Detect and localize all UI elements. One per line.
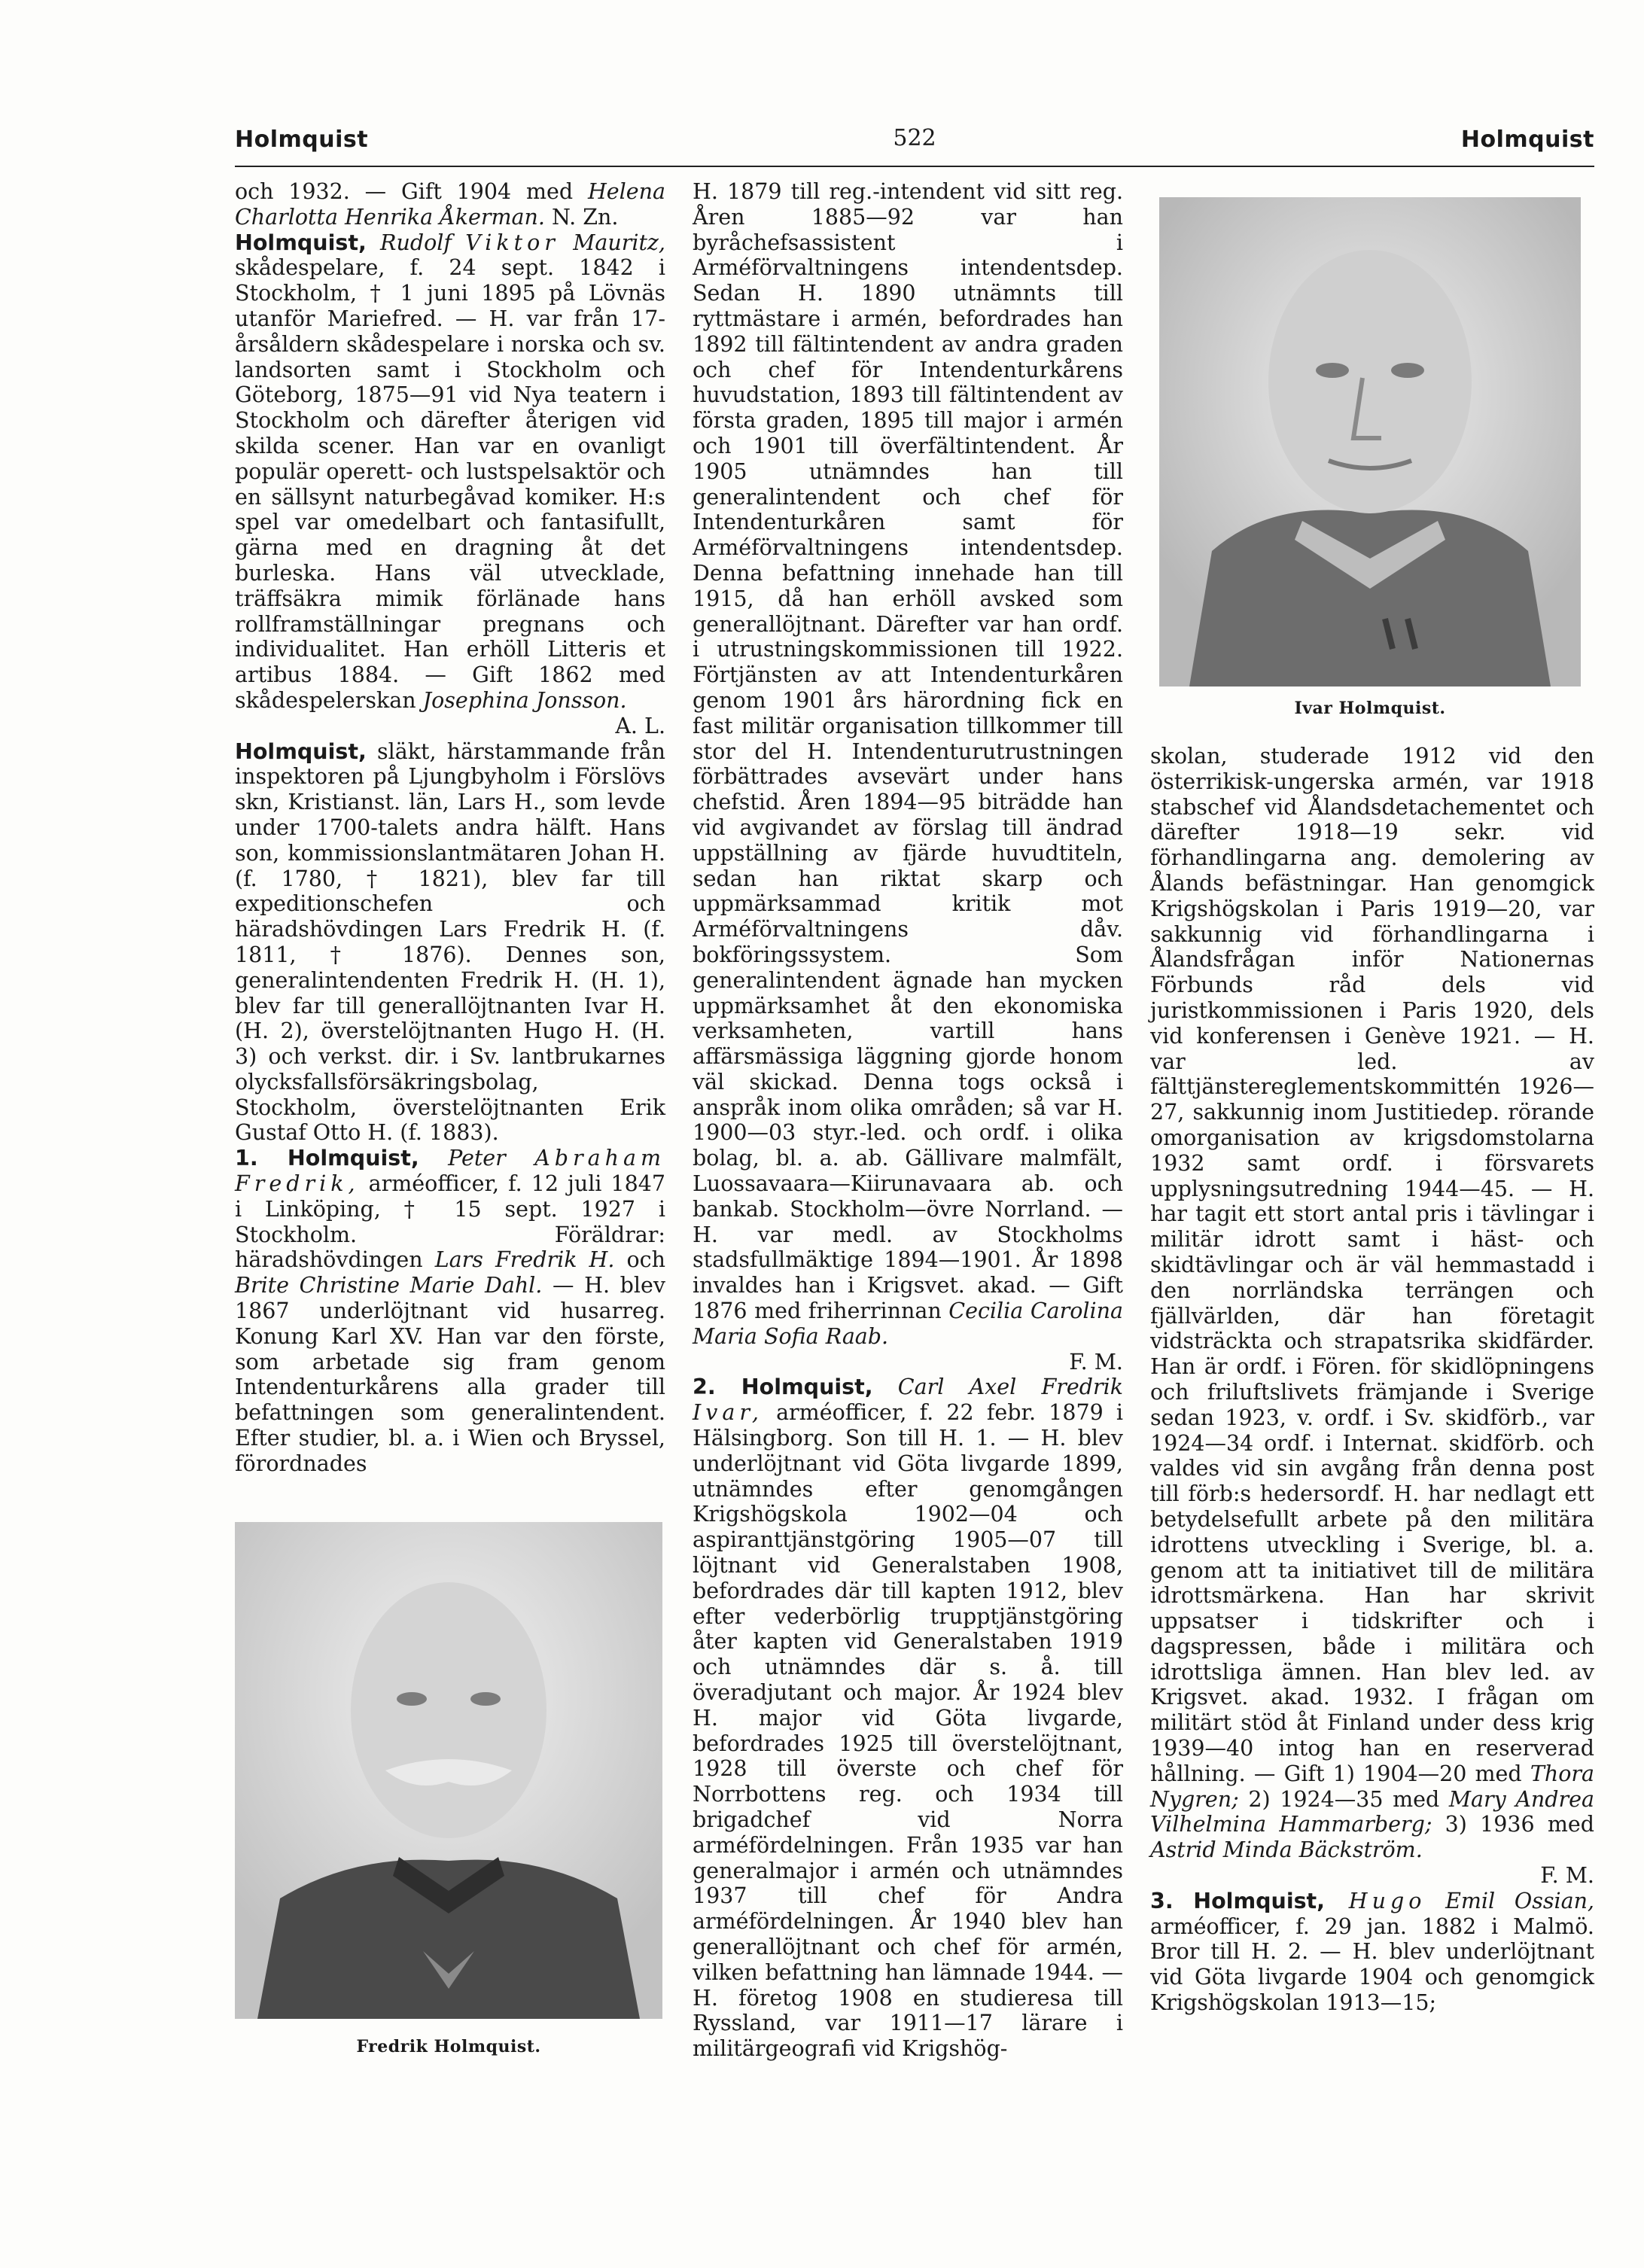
author-signature: F. M. [1069, 1349, 1123, 1374]
fredrik-portrait [235, 1522, 662, 2019]
author-signature: A. L. [615, 713, 665, 738]
headword: Holmquist, [235, 738, 367, 764]
header-right-title: Holmquist [1460, 126, 1594, 153]
column-1 [235, 179, 665, 1477]
column-2 [693, 179, 1123, 2062]
ivar-portrait [1159, 197, 1581, 686]
entry-ivar-continued: skolan, studerade 1912 vid den österrikisk-ungerska armén, var 1918 stabschef vid Ålandsdetachementet och därefter 1918—19 sekr. vid förhandlingarna ang. demolering av Ålands befästningar. Han genomgick Krigshögskolan i Paris 1919—20, var sakkunnig vid förhandlingarna i Ålandsfrågan inför Nationernas Förbunds råd dels vid juristkommissionen i Paris 1920, dels vid konferensen i Genève 1921. — H. var led. av fälttjänstereglementskommittén 1926—27, sakkunnig inom Justitiedep. rörande omorganisation av krigsdomstolarna 1932 samt ordf. i försvarets upplysningsutredning 1944—45. — H. har tagit ett stort antal pris i tävlingar i militär idrott samt i häst- och skidtävlingar och är väl hemmastadd i den norrländska terrängen och fjällvärlden, där han företagit vidsträckta och strapatsrika skidfärder. Han är ordf. i Fören. för skidlöpningens och friluftslivets främjande i Sverige sedan 1923, v. ordf. i Sv. skidförb., var 1924—34 ordf. i Internat. skidförb. och valdes vid sin avgång från denna post till förb:s hedersordf. H. har nedlagt ett betydelsefullt arbete på den militära idrottens utveckling i Sverige, bl. a. genom att ta initiativet till de militära idrottsmärkena. Han har skrivit uppsatser i tidskrifter och i dagspressen, både i militära och idrottsliga ämnen. Han blev led. av Krigsvet. akad. 1932. I frågan om militärt stöd åt Finland under dess krig 1939—40 intog han en reserverad hållning. — Gift 1) 1904—20 med Thora Nygren; 2) 1924—35 med Mary Andrea Vilhelmina Hammarberg; 3) 1936 med Astrid Minda Bäckström. F. M. [1150, 744, 1595, 1889]
header-left-title: Holmquist [235, 126, 369, 153]
ivar-portrait-illustration [1159, 197, 1581, 686]
entry-hugo: 3. Holmquist, Hugo Emil Ossian, arméofficer, f. 29 jan. 1882 i Malmö. Bror till H. 2. — H. blev underlöjtnant vid Göta livgarde 1904 och genomgick Krigshögskolan 1913—15; [1150, 1888, 1594, 2016]
column-3 [1150, 744, 1594, 2016]
entry-fredrik-continued: H. 1879 till reg.-intendent vid sitt reg. Åren 1885—92 var han byråchefsassistent i Arméförvaltningens intendentsdep. Sedan H. 1890 utnämnts till ryttmästare i armén, befordrades han 1892 till fältintendent av andra graden och chef för Intendenturkårens huvudstation, 1893 till fältintendent av första graden, 1895 till major i armén och 1901 till överfältintendent. År 1905 utnämndes han till generalintendent och chef för Intendenturkåren samt för Arméförvaltningens intendentsdep. Denna befattning innehade han till 1915, då han erhöll avsked som generallöjtnant. Därefter var han ordf. i utrustningskommissionen till 1922. Förtjänsten av att Intendenturkåren genom 1901 års härordning fick en fast militär organisation tillkommer till stor del H. Intendenturutrustningen förbättrades avsevärt under hans chefstid. Åren 1894—95 biträdde han vid avgivandet av förslag till ändrad uppställning av fjärde huvudtiteln, sedan han riktat skarp och uppmärksammad kritik mot Arméförvaltningens dåv. bokföringssystem. Som generalintendent ägnade han mycken uppmärksamhet åt den ekonomiska verksamheten, vartill hans affärsmässiga läggning gjorde honom väl skickad. Denna togs också i anspråk inom olika områden; så var H. 1900—03 styr.-led. och ordf. i olika bolag, bl. a. ab. Gällivare malmfält, Luossavaara—Kiirunavaara ab. och bankab. Stockholm—övre Norrland. — H. var medl. av Stockholms stadsfullmäktige 1894—1901. År 1898 invaldes han i Krigsvet. akad. — Gift 1876 med friherrinnan Cecilia Carolina Maria Sofia Raab. F. M. [693, 179, 1123, 1374]
entry-ivar: 2. Holmquist, Carl Axel Fredrik Ivar, arméofficer, f. 22 febr. 1879 i Hälsingborg. Son till H. 1. — H. blev underlöjtnant vid Göta livgarde 1899, utnämndes efter genomgången Krigshögskola 1902—04 och aspiranttjänstgöring 1905—07 till löjtnant vid Generalstaben 1908, befordrades där till kapten 1912, blev efter vederbörlig trupptjänstgöring åter kapten vid Generalstaben 1919 och utnämndes där s. å. till överadjutant och major. År 1924 blev H. major vid Göta livgarde, befordrades 1925 till överstelöjtnant, 1928 till överste och chef för Norrbottens reg. och 1934 till brigadchef vid Norra arméfördelningen. Från 1935 var han generalmajor i armén och utnämndes 1937 till chef för Andra arméfördelningen. År 1940 blev han generallöjtnant och chef för armén, vilken befattning han lämnade 1944. — H. företog 1908 en studieresa till Ryssland, var 1911—17 lärare i militärgeografi vid Krigshög- [693, 1374, 1123, 2062]
fredrik-portrait-caption: Fredrik Holmquist. [356, 2037, 541, 2056]
entry-fredrik: 1. Holmquist, Peter Abraham Fredrik, arméofficer, f. 12 juli 1847 i Linköping, † 15 sept. 1927 i Stockholm. Föräldrar: häradshövdingen Lars Fredrik H. och Brite Christine Marie Dahl. — H. blev 1867 underlöjtnant vid husarreg. Konung Karl XV. Han var den förste, som arbetade sig fram genom Intendenturkårens alla grader till befattningen som generalintendent. Efter studier, bl. a. i Wien och Bryssel, förordnades [235, 1146, 665, 1476]
fredrik-portrait-illustration [235, 1522, 662, 2019]
entry-rudolf-viktor: Holmquist, Rudolf Viktor Mauritz, skådespelare, f. 24 sept. 1842 i Stockholm, † 1 juni 1895 på Lövnäs utanför Mariefred. — H. var från 17-årsåldern skådespelare i norska och sv. landsorten samt i Stockholm och Göteborg, 1875—91 vid Nya teatern i Stockholm och därefter återigen vid skilda scener. Han var en ovanligt populär operett- och lustspelsaktör och en sällsynt naturbegåvad komiker. H:s spel var omedelbart och fantasifullt, gärna med en dragning åt det burleska. Hans väl utvecklade, träffsäkra mimik förlänade hans rollframställningar pregnans och individualitet. Han erhöll Litteris et artibus 1884. — Gift 1862 med skådespelerskan Josephina Jonsson. A. L. [235, 230, 665, 738]
entry-family: Holmquist, släkt, härstammande från inspektoren på Ljungbyholm i Förslövs skn, Kristianst. län, Lars H., som levde under 1700-talets andra hälft. Hans son, kommissionslantmätaren Johan H. (f. 1780, † 1821), blev far till expeditionschefen och häradshövdingen Lars Fredrik H. (f. 1811, † 1876). Dennes son, generalintendenten Fredrik H. (H. 1), blev far till generallöjtnanten Ivar H. (H. 2), överstelöjtnanten Hugo H. (H. 3) och verkst. dir. i Sv. lantbrukarnes olycksfallsförsäkringsbolag, Stockholm, överstelöjtnanten Erik Gustaf Otto H. (f. 1883). [235, 738, 665, 1146]
ivar-portrait-caption: Ivar Holmquist. [1294, 699, 1446, 718]
headword: 3. Holmquist, [1150, 1888, 1326, 1913]
page-number: 522 [893, 125, 936, 151]
author-signature: F. M. [1540, 1863, 1594, 1889]
headword: 1. Holmquist, [235, 1146, 419, 1171]
headword: Holmquist, [235, 230, 367, 255]
headword: 2. Holmquist, [693, 1374, 873, 1400]
entry-continuation: och 1932. — Gift 1904 med Helena Charlotta Henrika Åkerman. N. Zn. [235, 179, 665, 230]
running-header [235, 120, 1594, 167]
